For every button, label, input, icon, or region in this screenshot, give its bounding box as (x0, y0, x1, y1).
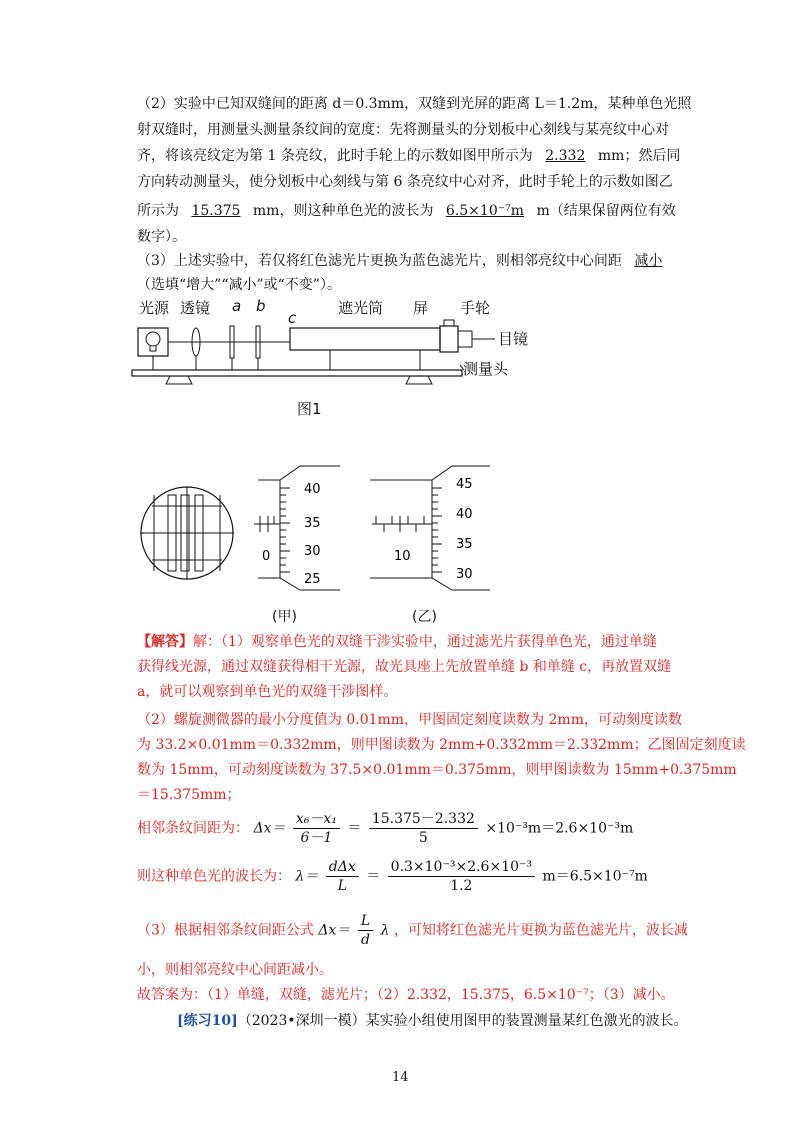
caption-jia: (甲) (272, 609, 297, 625)
label-c: c (288, 309, 297, 327)
formula-lambda (137, 858, 648, 895)
exercise-text: （2023•深圳一模）某实验小组使用图甲的装置测量某红色激光的波长。 (237, 1013, 688, 1029)
eyepiece-icon (458, 331, 472, 347)
part2-line2: 射双缝时，用测量头测量条纹间的宽度：先将测量头的分划板中心刻线与某亮纹中心对 (137, 122, 669, 138)
answer-blank-2: 15.375 (191, 203, 241, 219)
lambda-rest: m＝6.5×10⁻⁷m (542, 868, 648, 885)
page-number: 14 (392, 1070, 409, 1085)
reticle-view (140, 487, 234, 579)
micrometer-yi (370, 466, 490, 590)
jia-tick-30: 30 (304, 544, 321, 559)
text: 解：（1）观察单色光的双缝干涉实验中，通过滤光片获得单色光，通过单缝 (193, 634, 657, 650)
lambda-label: 则这种单色光的波长为： (137, 868, 291, 885)
label-b: b (256, 297, 266, 315)
lambda-den2: 1.2 (450, 878, 473, 894)
formula-dx (137, 810, 633, 847)
part2-line4: 方向转动测量头，使分划板中心刻线与第 6 条亮纹中心对齐，此时手轮上的示数如图乙 (137, 174, 673, 190)
exercise-line (177, 1010, 688, 1032)
part2-line3 (137, 145, 680, 167)
text: 所示为 (137, 203, 179, 219)
label-a: a (232, 297, 242, 315)
yi-tick-35: 35 (456, 537, 473, 552)
inline-num: L (358, 912, 373, 931)
text: mm，则这种单色光的波长为 (252, 203, 434, 219)
dx-eq: ＝ (347, 820, 362, 837)
part3-line1 (137, 250, 670, 272)
text: mm；然后同 (597, 148, 681, 164)
stand-left (166, 376, 192, 384)
optical-bench-figure (130, 318, 510, 390)
final-answer: 故答案为：（1）单缝，双缝，滤光片；（2）2.332，15.375，6.5×10⁻⁷；（3）减小。 (137, 987, 675, 1003)
handwheel-icon (444, 320, 454, 326)
light-shield-tube (290, 328, 440, 350)
figure1-caption: 图1 (297, 400, 322, 418)
yi-ten: 10 (394, 549, 411, 564)
jia-tick-40: 40 (304, 482, 321, 497)
text: （3）上述实验中，若仅将红色滤光片更换为蓝色滤光片，则相邻亮纹中心间距 (137, 253, 622, 269)
text: （3）根据相邻条纹间距公式 (137, 922, 314, 939)
answer-p2c: 数为 15mm，可动刻度读数为 37.5×0.01mm＝0.375mm，则甲图读数为 15mm+0.375mm (137, 762, 737, 778)
text: ，可知将红色滤光片更换为蓝色滤光片，波长减 (393, 922, 688, 939)
micrometer-jia (254, 466, 340, 590)
lambda-lhs: λ＝ (295, 868, 319, 885)
formula-inline: Δx＝ (318, 922, 351, 939)
label-light-source: 光源 (139, 299, 170, 317)
measuring-head (440, 326, 458, 352)
part2-line1: （2）实验中已知双缝间的距离 d＝0.3mm，双缝到光屏的距离 L＝1.2m，某种单色光照 (137, 96, 692, 112)
answer-blank-1: 2.332 (545, 148, 586, 164)
dx-rest: ×10⁻³m＝2.6×10⁻³m (485, 820, 634, 837)
rail (132, 370, 462, 376)
inline-lambda: λ (380, 922, 390, 939)
answer-blank-3: 6.5×10⁻⁷m (445, 203, 525, 219)
jia-zero: 0 (262, 549, 271, 564)
label-screen: 屏 (413, 299, 429, 317)
label-eyepiece: 目镜 (498, 330, 529, 348)
answer-p3c: 小，则相邻亮纹中心间距减小。 (137, 962, 333, 978)
exercise-tag: [练习10] (177, 1013, 238, 1029)
jia-tick-35: 35 (304, 516, 321, 531)
dx-den2: 5 (418, 830, 428, 846)
answer-p1a (137, 631, 657, 653)
dx-num1: x₆－x₁ (293, 810, 340, 829)
lambda-den1: L (337, 878, 347, 894)
part3-line2: （选填“增大”“减小”或“不变”）。 (137, 277, 341, 293)
dx-den1: 6－1 (300, 830, 333, 846)
answer-p1b: 获得线光源，通过双缝获得相干光源，故光具座上先放置单缝 b 和单缝 c，再放置双缝 (137, 659, 672, 675)
jia-tick-25: 25 (304, 572, 321, 587)
answer-tag: 【解答】 (137, 634, 193, 650)
label-tube: 遮光筒 (338, 299, 384, 317)
part2-line6: 数字）。 (137, 229, 186, 245)
text: 齐，将该亮纹定为第 1 条亮纹，此时手轮上的示数如图甲所示为 (137, 148, 533, 164)
label-measuring-head: 测量头 (463, 360, 509, 378)
answer-p2b: 为 33.2×0.01mm＝0.332mm，则甲图读数为 2mm+0.332mm＝2.332mm；乙图固定刻度读 (137, 737, 746, 753)
answer-p1c: a，就可以观察到单色光的双缝干涉图样。 (137, 684, 398, 700)
answer-p2a: （2）螺旋测微器的最小分度值为 0.01mm，甲图固定刻度读数为 2mm，可动刻度读数 (137, 712, 682, 728)
answer-p3a (137, 912, 688, 949)
caption-yi: (乙) (412, 609, 437, 625)
lambda-num1: dΔx (326, 858, 359, 877)
label-lens: 透镜 (180, 299, 211, 317)
yi-tick-30: 30 (456, 567, 473, 582)
label-handwheel: 手轮 (460, 299, 491, 317)
inline-den: d (361, 932, 370, 948)
micrometer-figure (140, 460, 500, 610)
dx-lhs: Δx＝ (253, 820, 286, 837)
text: m（结果保留两位有效 (536, 203, 676, 219)
answer-blank-4: 减小 (634, 253, 663, 269)
bulb-icon (146, 332, 160, 346)
stand-right (406, 376, 432, 384)
yi-tick-45: 45 (456, 477, 473, 492)
answer-p2d: ＝15.375mm； (137, 787, 241, 803)
yi-tick-40: 40 (456, 507, 473, 522)
lambda-num2: 0.3×10⁻³×2.6×10⁻³ (388, 858, 535, 877)
lambda-eq: ＝ (366, 868, 381, 885)
dx-label: 相邻条纹间距为： (137, 820, 249, 837)
part2-line5 (137, 200, 676, 222)
dx-num2: 15.375－2.332 (369, 810, 478, 829)
